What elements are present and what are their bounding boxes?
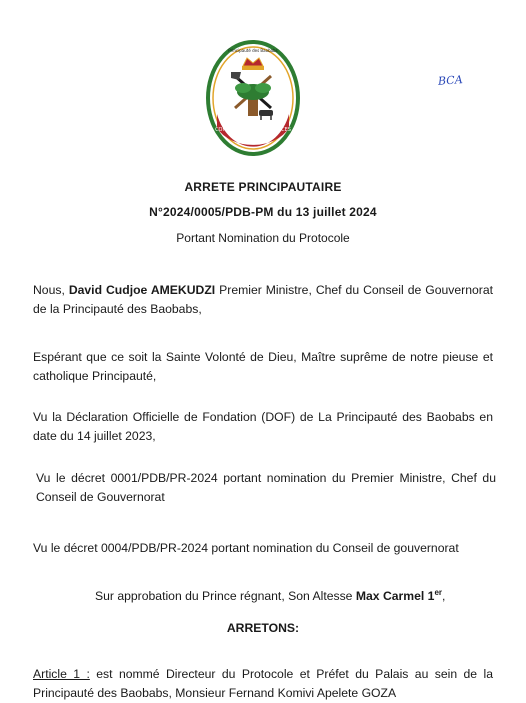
- approbation-prefix: Sur approbation du Prince régnant, Son Altesse: [95, 589, 356, 604]
- considerant-decret-0001: Vu le décret 0001/PDB/PR-2024 portant nomination du Premier Ministre, Chef du Conseil de Gouvernorat: [36, 471, 496, 504]
- emblem-top-text: Principauté des Baobabs: [228, 48, 278, 53]
- considerant-dof: Vu la Déclaration Officielle de Fondation (DOF) de La Principauté des Baobabs en date du 14 juillet 2023,: [33, 410, 493, 443]
- prime-minister-name: David Cudjoe AMEKUDZI: [68, 283, 216, 297]
- prince-name-ordinal: er: [434, 588, 443, 597]
- preamble-prefix: Nous,: [33, 283, 69, 297]
- prince-name-text: Max Carmel 1: [355, 589, 435, 604]
- approbation-prince: [95, 583, 515, 606]
- principality-coat-of-arms: [205, 36, 301, 156]
- emblem-ribbon-text: CONFIANCE FERMETE SUCCES: [215, 127, 291, 133]
- handwritten-annotation: BCA: [437, 73, 464, 88]
- arretons-heading: ARRETONS:: [226, 621, 300, 635]
- decree-subtitle: Portant Nomination du Protocole: [176, 231, 350, 245]
- approbation-suffix: ,: [442, 589, 446, 604]
- decree-number: N°2024/0005/PDB-PM du 13 juillet 2024: [149, 205, 377, 219]
- article-1-text: est nommé Directeur du Protocole et Préfet du Palais au sein de la Principauté des Baobabs, Monsieur Fernand Komivi Apelete GOZA: [33, 667, 493, 700]
- preamble-esperant: Espérant que ce soit la Sainte Volonté de Dieu, Maître suprême de notre pieuse et catholique Principauté,: [33, 350, 493, 383]
- prince-name: [356, 589, 442, 603]
- considerant-decret-0004: Vu le décret 0004/PDB/PR-2024 portant nomination du Conseil de gouvernorat: [33, 541, 459, 555]
- article-1-label: Article 1 :: [33, 667, 90, 681]
- preamble-nous: [33, 281, 493, 319]
- article-1: [33, 665, 493, 703]
- decree-title: ARRETE PRINCIPAUTAIRE: [184, 180, 342, 194]
- preamble-rest: Premier Ministre, Chef du Conseil de Gouvernorat de la Principauté des Baobabs,: [33, 283, 493, 316]
